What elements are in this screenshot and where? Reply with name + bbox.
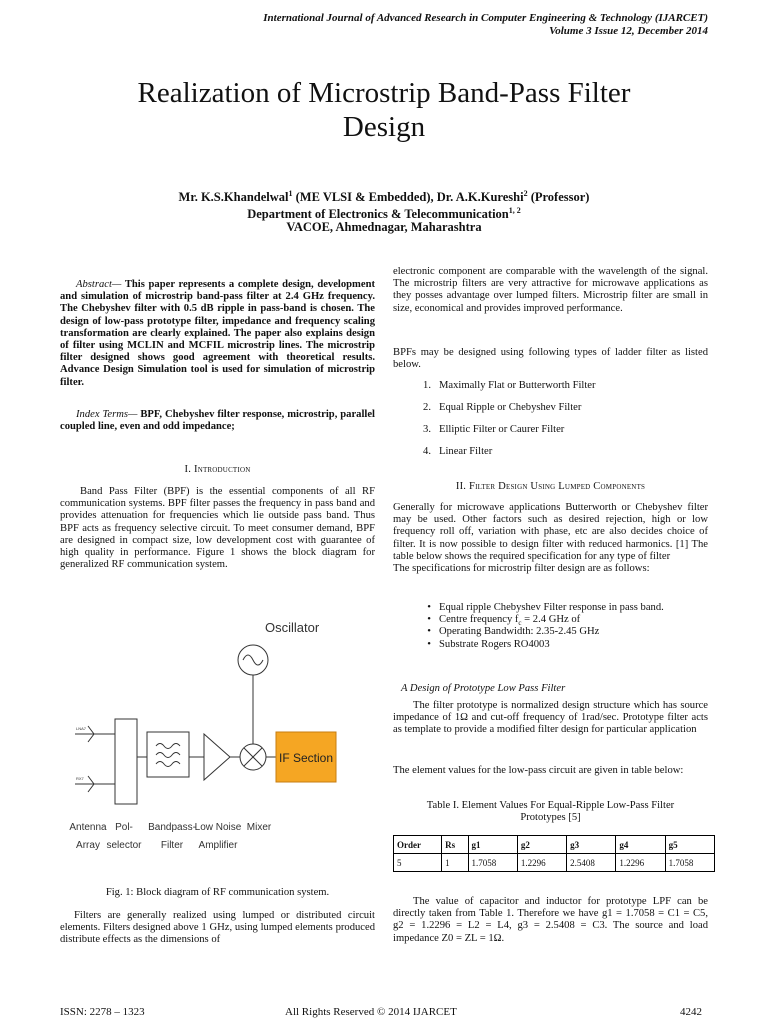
right-continuation-paragraph: electronic component are comparable with the wavelength of the signal. The microstrip filters are very attractive for microwave applications as they posses advantage over lumped filters. Microstrip filter are small in size, economical and provides improved performance.	[393, 266, 708, 314]
lumped-paragraph: Generally for microwave applications Butterworth or Chebyshev filter may be used. Other factors such as desired rejection, high or low frequency roll off, variation with phase, etc are also decides choice of filter. It is now possible to design filter with reduced harmonics. [1] The table below shows the required specification for any type of filter The specifications for microstrip filter design are as follows:	[393, 502, 708, 575]
filters-paragraph: Filters are generally realized using lumped or distributed circuit elements. Filters designed above 1 GHz, using lumped elements produced distribute effects as the dimensions of	[60, 910, 375, 946]
affiliation-institute: VACOE, Ahmednagar, Maharashtra	[286, 220, 482, 234]
low-noise-amplifier-icon	[204, 734, 230, 780]
label-pol: Pol-	[115, 822, 133, 833]
prototype-paragraph: The filter prototype is normalized design structure which has source impedance of 1Ω and cut-off frequency of 1rad/sec. Prototype filter acts as template to provide a modified filter design for particular application	[393, 700, 708, 736]
list-item: 3. Elliptic Filter or Caurer Filter	[423, 424, 565, 435]
antenna-array-icon	[75, 726, 115, 792]
label-amplifier: Amplifier	[198, 840, 238, 851]
bpf-types-intro: BPFs may be designed using following types of ladder filter as listed below.	[393, 347, 708, 371]
subsection-heading: A Design of Prototype Low Pass Filter	[401, 683, 566, 694]
block-diagram-figure	[60, 612, 380, 867]
list-item: • Operating Bandwidth: 2.35-2.45 GHz	[427, 626, 600, 638]
index-terms: Index Terms— BPF, Chebyshev filter response, microstrip, parallel coupled line, even and odd impedance;	[60, 409, 375, 433]
svg-text:LNA7: LNA7	[76, 726, 87, 731]
footer-page-number: 4242	[680, 1006, 702, 1018]
section-heading-introduction: I. Introduction	[184, 464, 251, 475]
oscillator-label: Oscillator	[265, 620, 320, 635]
pol-selector-block	[115, 719, 137, 804]
list-item: 4. Linear Filter	[423, 446, 493, 457]
intro-paragraph: Band Pass Filter (BPF) is the essential components of all RF communication systems. BPF filter passes the frequency in pass band and provides attenuation for frequencies which lie outside pass band. Thus BPF acts as frequency selective circuit. To meet consumer demand, BPF are designed in compact size, low development cost with guarantee of high quality in performance. Figure 1 shows the block diagram for generalized RF communication system.	[60, 486, 375, 571]
section-heading-lumped: II. Filter Design Using Lumped Components	[455, 481, 646, 492]
spec-intro: The specifications for microstrip filter design are as follows:	[393, 563, 650, 575]
spec-list	[393, 602, 708, 651]
if-section-label: IF Section	[278, 751, 334, 765]
abstract: Abstract— This paper represents a complete design, development and simulation of microstrip band-pass filter at 2.4 GHz frequency. The Chebyshev filter with 0.5 dB ripple in pass-band is chosen. The design of low-pass prototype filter, impedance and frequency scaling transformation are clearly explained. The paper also explains design of filter using MCLIN and MCFIL microstrip lines. The microstrip filter designed shows good agreement with theoretical results. Advance Design Simulation tool is used for simulation of microstrip filter.	[60, 279, 375, 388]
journal-volume: Volume 3 Issue 12, December 2014	[549, 25, 708, 37]
list-item: • Centre frequency $f_c = 2.4$ GHz of	[427, 614, 581, 628]
paper-title: Realization of Microstrip Band-Pass Filter Design	[137, 77, 631, 143]
list-item: • Substrate Rogers RO4003	[427, 638, 550, 650]
label-filter: Filter	[160, 840, 184, 851]
final-paragraph: The value of capacitor and inductor for prototype LPF can be directly taken from Table 1. Therefore we have g1 = 1.7058 = C1 = C5, g2 = 1.2296 = L2 = L4, g3 = 2.5408 = C3. The source and load impedance Z0 = ZL = 1Ω.	[393, 896, 708, 944]
journal-header	[263, 12, 708, 38]
element-values-table	[393, 835, 715, 872]
filter-types-list	[393, 380, 708, 468]
figure-caption: Fig. 1: Block diagram of RF communication system.	[105, 887, 330, 898]
label-low-noise: Low Noise	[194, 822, 242, 833]
list-item: 2. Equal Ripple or Chebyshev Filter	[423, 402, 582, 413]
oscillator-icon	[238, 645, 268, 744]
author-line: Mr. K.S.Khandelwal$^1$ (ME VLSI & Embedded), Dr. A.K.Kureshi$^2$ (Professor)	[178, 189, 590, 205]
label-selector: selector	[106, 840, 142, 851]
table-caption: Table I. Element Values For Equal-Ripple Low-Pass Filter Prototypes [5]	[426, 800, 675, 824]
label-bandpass: Bandpass-	[148, 822, 196, 833]
affiliation-department: Department of Electronics & Telecommunication$^{1, 2}$	[247, 206, 521, 222]
svg-text:RX7: RX7	[76, 776, 84, 781]
list-item: 1. Maximally Flat or Butterworth Filter	[423, 380, 596, 391]
list-item: • Equal ripple Chebyshev Filter response in pass band.	[427, 602, 664, 613]
table-header-row: Order Rs g1 g2 g3 g4 g5	[394, 836, 715, 854]
element-values-paragraph: The element values for the low-pass circuit are given in table below:	[393, 765, 684, 776]
label-mixer: Mixer	[246, 822, 272, 833]
label-array: Array	[76, 840, 100, 851]
footer-rights: All Rights Reserved © 2014 IJARCET	[285, 1006, 457, 1018]
label-antenna: Antenna	[69, 822, 107, 833]
table-row: 5 1 1.7058 1.2296 2.5408 1.2296 1.7058	[394, 854, 715, 872]
bandpass-filter-block	[147, 732, 189, 777]
footer-issn: ISSN: 2278 – 1323	[60, 1006, 145, 1018]
mixer-icon	[240, 744, 266, 770]
journal-name: International Journal of Advanced Research in Computer Engineering & Technology (IJARCET)	[263, 12, 708, 24]
